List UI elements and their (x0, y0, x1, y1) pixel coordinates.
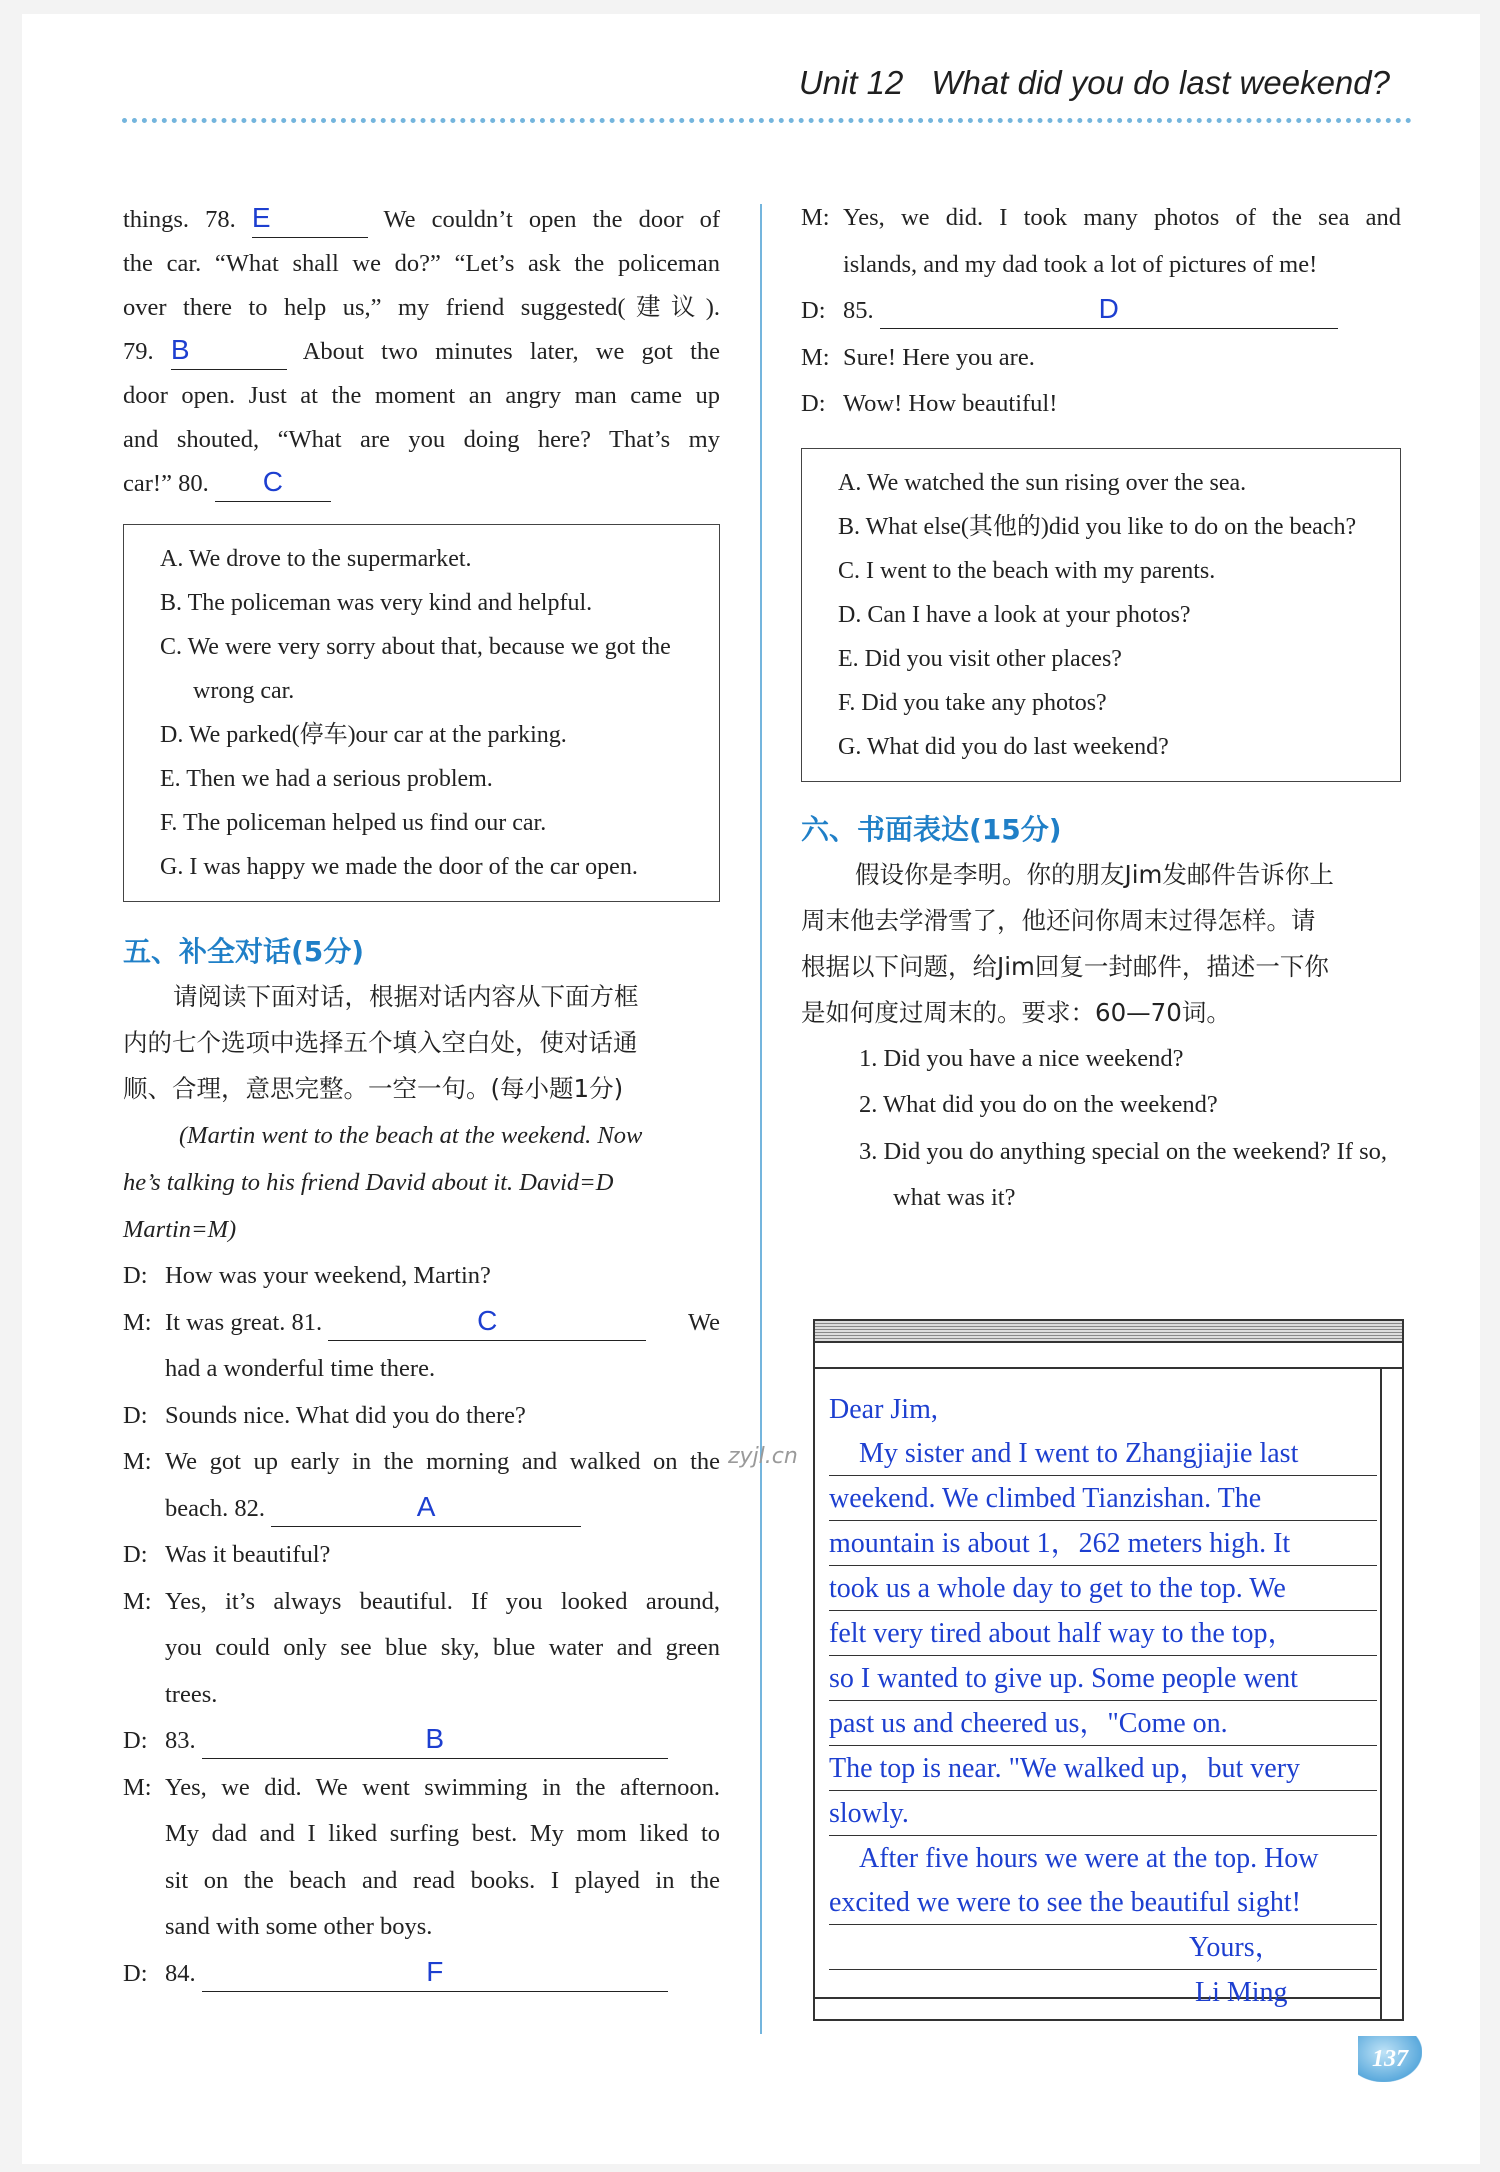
answer-blank-79: B (171, 335, 287, 370)
passage-line: door open. Just at the moment an angry man came up (123, 382, 720, 409)
dialogue-continuation: trees. (165, 1680, 218, 1708)
section-5-instructions (123, 974, 720, 1020)
dialogue-line-m: M: Sure! Here you are. (801, 343, 1035, 371)
passage-line: over there to help us,” my friend suggested(建议). (123, 294, 720, 321)
guiding-questions (801, 1036, 1401, 1222)
passage-line: 79. B About two minutes later, we got the (123, 330, 720, 374)
answer-blank-80: C (215, 467, 331, 502)
instruction-line: 顺、合理，意思完整。一空一句。(每小题1分) (123, 1074, 624, 1103)
workbook-page (22, 14, 1480, 2164)
question-2: 2. What did you do on the weekend? (859, 1091, 1218, 1118)
passage-line: the car. “What shall we do?” “Let’s ask the policeman (123, 250, 720, 277)
letter-line: felt very tired about half way to the top， (829, 1611, 1377, 1656)
dialogue (123, 1253, 720, 1997)
option-c: C. I went to the beach with my parents. (838, 557, 1216, 584)
vertical-scrollbar[interactable] (1380, 1369, 1402, 2019)
answer-blank-85: D (880, 294, 1338, 329)
letter-line: My sister and I went to Zhangjiajie last (829, 1431, 1377, 1476)
handwritten-letter (829, 1387, 1377, 2014)
question-1: 1. Did you have a nice weekend? (859, 1044, 1184, 1072)
watermark: zyjl.cn (728, 1444, 798, 1469)
letter-line: took us a whole day to get to the top. We (829, 1566, 1377, 1611)
option-g: G. What did you do last weekend? (838, 733, 1169, 760)
dialogue-line-d: D: 85. D (801, 288, 1401, 335)
running-header (799, 64, 1390, 102)
letter-line: so I wanted to give up. Some people went (829, 1656, 1377, 1701)
header-dotted-rule (122, 118, 1412, 123)
dialogue-continuation: islands, and my dad took a lot of pictures of me! (843, 250, 1318, 278)
dialogue-line-m: M: Yes, we did. We went swimming in the afternoon. (123, 1773, 720, 1801)
dialogue-continuation: beach. 82. A (123, 1486, 720, 1533)
dialogue-line-d: D: How was your weekend, Martin? (123, 1262, 491, 1289)
letter-line: excited we were to see the beautiful sight! (829, 1880, 1377, 1925)
option-d: D. Can I have a look at your photos? (838, 601, 1191, 628)
dialogue-line-m: M: Yes, it’s always beautiful. If you looked around, (123, 1587, 720, 1615)
option-a: A. We watched the sun rising over the sea. (838, 469, 1247, 496)
question-3: 3. Did you do anything special on the weekend? If so, what was it? (859, 1137, 1387, 1211)
answer-blank-81: C (328, 1306, 646, 1341)
dialogue-line-m: M: We got up early in the morning and walked on the (123, 1448, 720, 1475)
dialogue-line-m: M: It was great. 81. C We (123, 1300, 720, 1347)
options-box-dialogue (801, 448, 1401, 782)
answer-blank-84: F (202, 1957, 668, 1992)
option-d: D. We parked(停车)our car at the parking. (160, 722, 567, 748)
letter-line: weekend. We climbed Tianzishan. The (829, 1476, 1377, 1521)
letter-line: Li Ming (1195, 1977, 1288, 2008)
passage-line: and shouted, “What are you doing here? That’s my (123, 426, 720, 453)
window-toolbar (815, 1343, 1402, 1369)
email-window (813, 1319, 1404, 2021)
answer-blank-78: E (252, 203, 368, 238)
passage-line: things. 78. E We couldn’t open the door of (123, 198, 720, 242)
option-b: B. What else(其他的)did you like to do on the beach? (838, 513, 1357, 540)
passage-continuation (123, 198, 720, 506)
option-a: A. We drove to the supermarket. (160, 546, 472, 572)
section-5-title: 五、补全对话(5分) (123, 935, 365, 968)
instruction-line: 根据以下问题，给Jim回复一封邮件，描述一下你 (801, 951, 1329, 981)
instruction-line: 是如何度过周末的。要求：60—70词。 (801, 997, 1231, 1027)
letter-line: slowly. (829, 1791, 1377, 1836)
dialogue-continuation: sit on the beach and read books. I played in the (165, 1866, 720, 1894)
intro-line: (Martin went to the beach at the weekend. Now (179, 1122, 643, 1149)
option-b: B. The policeman was very kind and helpful. (160, 590, 593, 616)
dialogue-line-m: M: Yes, we did. I took many photos of the sea and (801, 204, 1401, 231)
instruction-line: 假设你是李明。你的朋友Jim发邮件告诉你上 (855, 859, 1334, 889)
options-box-passage (123, 524, 720, 902)
dialogue-continuation: My dad and I liked surfing best. My mom liked to (165, 1820, 720, 1847)
dialogue-line-d: D: Sounds nice. What did you do there? (123, 1401, 526, 1429)
option-e: E. Did you visit other places? (838, 645, 1122, 672)
answer-blank-82: A (271, 1492, 581, 1527)
left-column (123, 198, 720, 1997)
dialogue-continuation: sand with some other boys. (165, 1913, 433, 1940)
letter-line: past us and cheered us，"Come on. (829, 1701, 1377, 1746)
option-e: E. Then we had a serious problem. (160, 766, 493, 792)
dialogue-intro (123, 1112, 720, 1253)
letter-line: The top is near. "We walked up，but very (829, 1746, 1377, 1791)
window-title-bar (815, 1321, 1402, 1343)
intro-line: he’s talking to his friend David about it. David=D (123, 1169, 614, 1196)
dialogue-line-d: D: Wow! How beautiful! (801, 390, 1058, 417)
option-f: F. Did you take any photos? (838, 689, 1107, 716)
instruction-line: 周末他去学滑雪了，他还问你周末过得怎样。请 (801, 905, 1316, 935)
letter-line: After five hours we were at the top. How (859, 1843, 1319, 1874)
dialogue-line-d: D: 83. B (123, 1718, 720, 1765)
instruction-line: 请阅读下面对话，根据对话内容从下面方框 (173, 982, 639, 1011)
unit-title: What did you do last weekend? (931, 64, 1390, 101)
dialogue-continuation: had a wonderful time there. (165, 1355, 436, 1382)
answer-blank-83: B (202, 1724, 668, 1759)
unit-label: Unit 12 (798, 64, 904, 101)
section-6-title: 六、书面表达(15分) (801, 812, 1062, 846)
right-column (801, 195, 1401, 1222)
letter-line: Dear Jim, (829, 1394, 938, 1425)
passage-line: car!” 80. C (123, 462, 720, 506)
dialogue-line-d: D: Was it beautiful? (123, 1541, 331, 1568)
letter-line: mountain is about 1，262 meters high. It (829, 1521, 1377, 1566)
page-number: 137 (1358, 2036, 1422, 2082)
dialogue-continuation: you could only see blue sky, blue water and green (165, 1634, 720, 1661)
option-g: G. I was happy we made the door of the car open. (160, 854, 638, 880)
option-c: C. We were very sorry about that, because we got the wrong car. (160, 634, 671, 704)
letter-line: Yours， (829, 1925, 1377, 1970)
option-f: F. The policeman helped us find our car. (160, 810, 547, 836)
dialogue-line-d: D: 84. F (123, 1951, 720, 1998)
dialogue-end (801, 195, 1401, 428)
column-divider (760, 204, 762, 2034)
instruction-line: 内的七个选项中选择五个填入空白处，使对话通 (123, 1028, 638, 1057)
intro-line: Martin=M) (123, 1216, 237, 1243)
